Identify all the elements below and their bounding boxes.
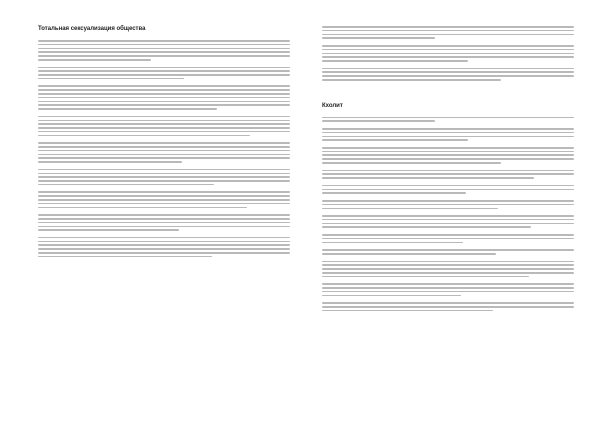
paragraph bbox=[322, 147, 574, 164]
text-line-placeholder bbox=[322, 226, 531, 228]
text-line-placeholder bbox=[322, 37, 435, 39]
text-line-placeholder bbox=[38, 207, 247, 209]
text-line-placeholder bbox=[322, 204, 574, 206]
text-line-placeholder bbox=[38, 116, 290, 118]
paragraph bbox=[38, 40, 290, 61]
paragraph bbox=[38, 169, 290, 186]
text-line-placeholder bbox=[322, 291, 574, 293]
text-line-placeholder bbox=[38, 157, 290, 159]
text-line-placeholder bbox=[38, 85, 290, 87]
text-line-placeholder bbox=[38, 169, 290, 171]
text-line-placeholder bbox=[322, 189, 574, 191]
text-line-placeholder bbox=[38, 218, 290, 220]
text-line-placeholder bbox=[38, 150, 290, 152]
text-line-placeholder bbox=[322, 242, 463, 244]
text-line-placeholder bbox=[322, 154, 574, 156]
left-heading: Тотальная сексуализация общества bbox=[38, 26, 146, 32]
text-line-placeholder bbox=[38, 191, 290, 193]
text-line-placeholder bbox=[322, 117, 574, 119]
text-line-placeholder bbox=[38, 214, 290, 216]
paragraph bbox=[322, 68, 574, 81]
text-line-placeholder bbox=[322, 238, 574, 240]
paragraph bbox=[322, 117, 574, 122]
text-line-placeholder bbox=[322, 295, 461, 297]
text-line-placeholder bbox=[322, 272, 574, 274]
paragraph bbox=[38, 67, 290, 80]
text-line-placeholder bbox=[322, 139, 468, 141]
text-line-placeholder bbox=[322, 56, 574, 58]
text-line-placeholder bbox=[38, 78, 184, 80]
text-line-placeholder bbox=[38, 97, 290, 99]
text-line-placeholder bbox=[322, 192, 466, 194]
text-line-placeholder bbox=[38, 173, 290, 175]
text-line-placeholder bbox=[38, 142, 290, 144]
paragraph bbox=[322, 215, 574, 228]
text-line-placeholder bbox=[322, 283, 574, 285]
text-line-placeholder bbox=[38, 256, 212, 258]
text-line-placeholder bbox=[38, 44, 290, 46]
paragraph bbox=[322, 185, 574, 194]
text-line-placeholder bbox=[322, 30, 574, 32]
text-line-placeholder bbox=[322, 253, 496, 255]
text-line-placeholder bbox=[38, 40, 290, 42]
text-line-placeholder bbox=[38, 244, 290, 246]
text-line-placeholder bbox=[322, 268, 574, 270]
text-line-placeholder bbox=[38, 104, 290, 106]
text-line-placeholder bbox=[38, 74, 290, 76]
paragraph bbox=[322, 170, 574, 179]
text-line-placeholder bbox=[322, 223, 574, 225]
text-line-placeholder bbox=[322, 68, 574, 70]
text-line-placeholder bbox=[322, 136, 574, 138]
paragraph bbox=[322, 261, 574, 278]
paragraph bbox=[322, 283, 574, 296]
text-line-placeholder bbox=[322, 185, 574, 187]
text-line-placeholder bbox=[322, 276, 529, 278]
text-line-placeholder bbox=[38, 184, 214, 186]
paragraph bbox=[322, 200, 574, 209]
paragraph bbox=[322, 302, 574, 311]
text-line-placeholder bbox=[322, 302, 574, 304]
text-line-placeholder bbox=[322, 215, 574, 217]
text-line-placeholder bbox=[322, 26, 574, 28]
text-line-placeholder bbox=[38, 70, 290, 72]
text-line-placeholder bbox=[38, 161, 182, 163]
text-line-placeholder bbox=[322, 132, 574, 134]
text-line-placeholder bbox=[38, 229, 179, 231]
right-column bbox=[322, 26, 574, 404]
text-line-placeholder bbox=[38, 252, 290, 254]
text-line-placeholder bbox=[38, 127, 290, 129]
text-line-placeholder bbox=[322, 147, 574, 149]
text-line-placeholder bbox=[322, 75, 574, 77]
text-line-placeholder bbox=[322, 173, 574, 175]
text-line-placeholder bbox=[322, 264, 574, 266]
paragraph bbox=[322, 128, 574, 141]
text-line-placeholder bbox=[38, 89, 290, 91]
text-line-placeholder bbox=[38, 154, 290, 156]
text-line-placeholder bbox=[322, 60, 468, 62]
paragraph bbox=[322, 45, 574, 62]
text-line-placeholder bbox=[322, 128, 574, 130]
text-line-placeholder bbox=[38, 222, 290, 224]
text-line-placeholder bbox=[322, 261, 574, 263]
section-spacer bbox=[322, 87, 574, 97]
text-line-placeholder bbox=[38, 120, 290, 122]
text-line-placeholder bbox=[322, 170, 574, 172]
text-line-placeholder bbox=[38, 48, 290, 50]
text-line-placeholder bbox=[38, 176, 290, 178]
text-line-placeholder bbox=[322, 208, 498, 210]
text-line-placeholder bbox=[38, 131, 290, 133]
text-line-placeholder bbox=[38, 51, 290, 53]
text-line-placeholder bbox=[322, 234, 574, 236]
text-line-placeholder bbox=[38, 123, 290, 125]
text-line-placeholder bbox=[38, 248, 290, 250]
text-line-placeholder bbox=[322, 79, 501, 81]
text-line-placeholder bbox=[322, 34, 574, 36]
text-line-placeholder bbox=[322, 219, 574, 221]
text-line-placeholder bbox=[322, 287, 574, 289]
text-line-placeholder bbox=[322, 306, 574, 308]
text-line-placeholder bbox=[38, 93, 290, 95]
text-line-placeholder bbox=[322, 200, 574, 202]
text-line-placeholder bbox=[322, 151, 574, 153]
right-heading: Кхолит bbox=[322, 102, 343, 109]
paragraph bbox=[322, 249, 574, 254]
text-line-placeholder bbox=[38, 237, 290, 239]
text-line-placeholder bbox=[38, 59, 151, 61]
left-column bbox=[38, 26, 290, 404]
text-line-placeholder bbox=[322, 177, 534, 179]
text-line-placeholder bbox=[38, 195, 290, 197]
paragraph bbox=[38, 142, 290, 163]
text-line-placeholder bbox=[322, 120, 435, 122]
text-line-placeholder bbox=[322, 49, 574, 51]
text-line-placeholder bbox=[38, 135, 250, 137]
text-line-placeholder bbox=[38, 108, 217, 110]
text-line-placeholder bbox=[38, 199, 290, 201]
paragraph bbox=[322, 234, 574, 243]
paragraph bbox=[38, 191, 290, 208]
text-line-placeholder bbox=[38, 146, 290, 148]
paragraph bbox=[38, 85, 290, 109]
text-line-placeholder bbox=[322, 158, 574, 160]
text-line-placeholder bbox=[322, 310, 493, 312]
text-line-placeholder bbox=[322, 162, 501, 164]
paragraph bbox=[38, 237, 290, 258]
text-line-placeholder bbox=[38, 55, 290, 57]
text-line-placeholder bbox=[38, 180, 290, 182]
text-line-placeholder bbox=[38, 101, 290, 103]
text-line-placeholder bbox=[38, 203, 290, 205]
text-line-placeholder bbox=[322, 45, 574, 47]
right-top-paragraphs bbox=[322, 26, 574, 81]
text-line-placeholder bbox=[38, 226, 290, 228]
text-line-placeholder bbox=[38, 67, 290, 69]
text-line-placeholder bbox=[322, 71, 574, 73]
text-line-placeholder bbox=[322, 53, 574, 55]
paragraph bbox=[322, 26, 574, 39]
text-line-placeholder bbox=[38, 241, 290, 243]
text-line-placeholder bbox=[322, 249, 574, 251]
paragraph bbox=[38, 116, 290, 137]
paragraph bbox=[38, 214, 290, 231]
